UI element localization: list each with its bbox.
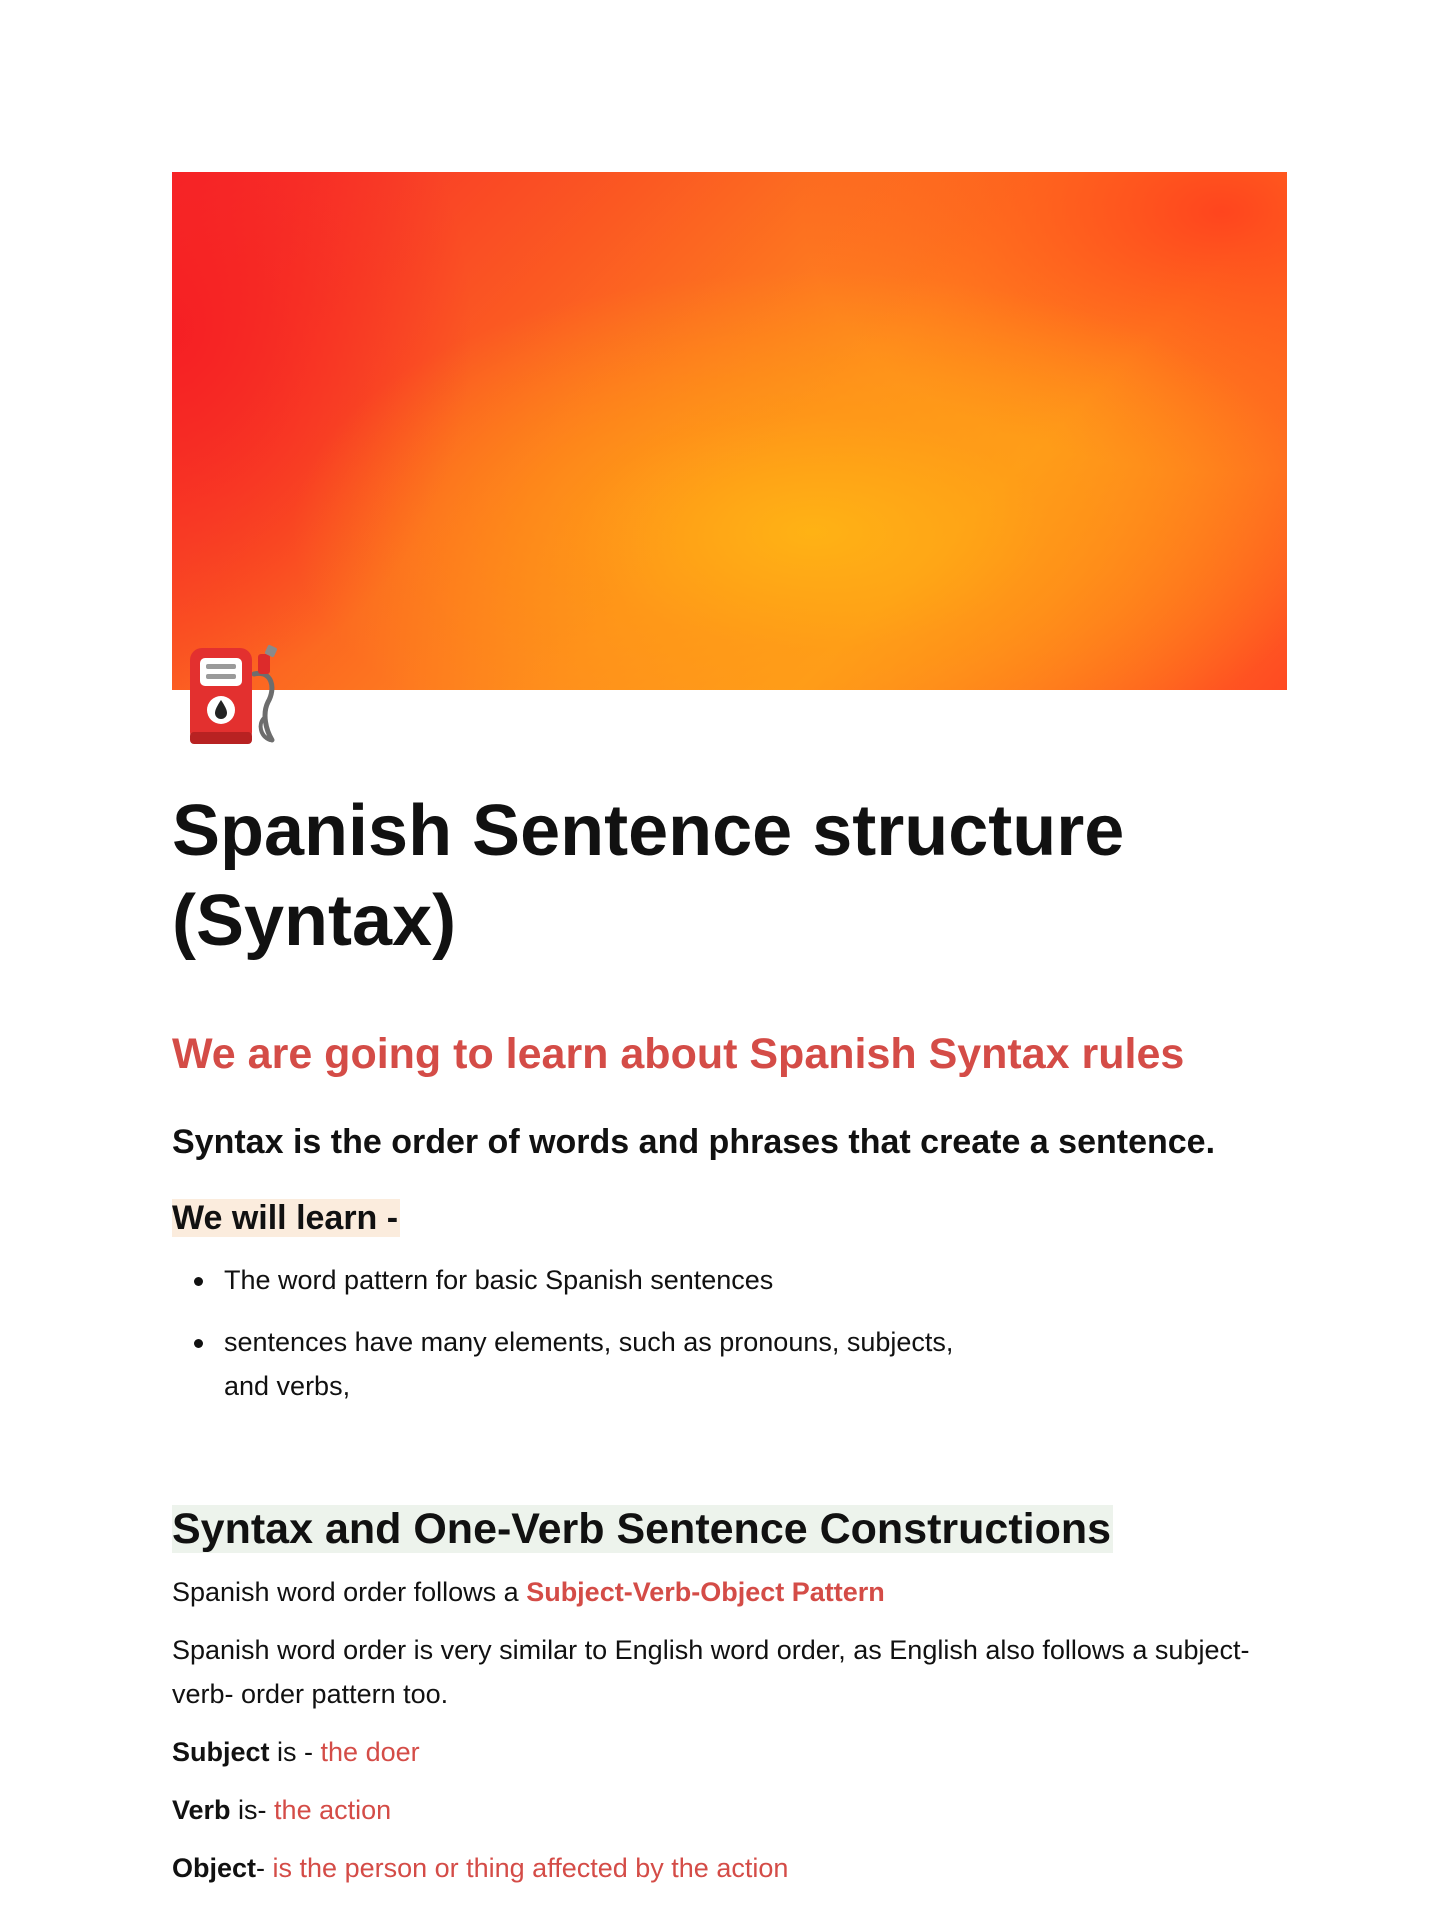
section-heading-text: Syntax and One-Verb Sentence Constructions: [172, 1505, 1112, 1553]
list-item: sentences have many elements, such as pronouns, subjects, and verbs,: [224, 1320, 964, 1408]
page-title: Spanish Sentence structure (Syntax): [172, 791, 1125, 961]
term-separator: is -: [269, 1737, 321, 1767]
term-subject: Subject: [172, 1737, 270, 1767]
meaning-verb: the action: [274, 1795, 392, 1825]
section-heading: [172, 1502, 1287, 1556]
pattern-prefix: Spanish word order follows a: [172, 1577, 527, 1607]
verb-definition: [172, 1788, 1287, 1832]
subtitle-heading: We are going to learn about Spanish Syntax rules: [172, 1030, 1185, 1078]
fuel-pump-icon[interactable]: [180, 640, 290, 750]
list-item: The word pattern for basic Spanish sentences: [224, 1258, 1287, 1302]
pattern-name: Subject-Verb-Object Pattern: [526, 1577, 885, 1607]
subject-definition: [172, 1730, 1287, 1774]
similarity-paragraph: Spanish word order is very similar to English word order, as English also follows a subject- verb- order pattern too.: [172, 1635, 1250, 1709]
learn-heading-text: We will learn -: [172, 1199, 399, 1237]
term-separator: is-: [230, 1795, 275, 1825]
definition-heading: Syntax is the order of words and phrases that create a sentence.: [172, 1123, 1216, 1161]
page: [172, 172, 1287, 1890]
term-object: Object: [172, 1853, 257, 1883]
pattern-paragraph: [172, 1570, 1287, 1614]
term-verb: Verb: [172, 1795, 231, 1825]
meaning-subject: the doer: [320, 1737, 420, 1767]
object-definition: [172, 1846, 1287, 1890]
term-separator: -: [256, 1853, 273, 1883]
learn-list: [172, 1258, 1287, 1408]
cover-image[interactable]: [172, 172, 1287, 690]
meaning-object: is the person or thing affected by the action: [272, 1853, 789, 1883]
learn-heading: [172, 1196, 1287, 1240]
